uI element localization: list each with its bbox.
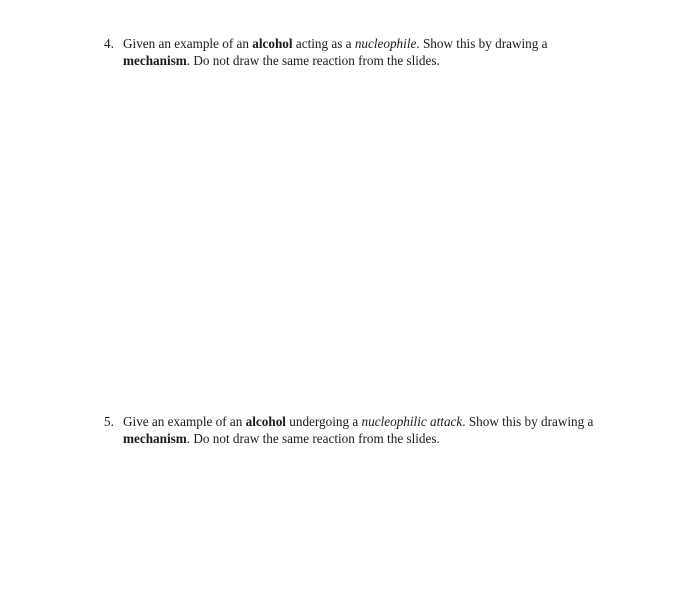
question-4 [104, 35, 624, 69]
question-5-text: . Show this by drawing a [462, 414, 594, 429]
question-4-text: Given an example of an [123, 36, 253, 51]
question-5-line-2 [104, 430, 644, 447]
question-4-text: acting as a [292, 36, 355, 51]
question-4-text: . Show this by drawing a [416, 36, 548, 51]
question-4-text: . Do not draw the same reaction from the slides. [186, 53, 440, 68]
question-5-text: . Do not draw the same reaction from the slides. [186, 431, 440, 446]
question-5-keyword-mechanism: mechanism [123, 431, 187, 446]
question-4-term-nucleophile: nucleophile [354, 36, 417, 51]
question-5-text: Give an example of an [123, 414, 246, 429]
question-4-keyword-alcohol: alcohol [252, 36, 293, 51]
question-5-text: undergoing a [285, 414, 362, 429]
question-5 [104, 413, 644, 447]
question-5-term-nucleophilic-attack: nucleophilic attack [361, 414, 463, 429]
question-5-line-1 [104, 413, 644, 430]
question-4-line-2 [104, 52, 624, 69]
question-5-keyword-alcohol: alcohol [245, 414, 286, 429]
question-5-number: 5. [104, 414, 114, 429]
question-4-line-1 [104, 35, 624, 52]
question-4-keyword-mechanism: mechanism [123, 53, 187, 68]
question-4-number: 4. [104, 36, 114, 51]
